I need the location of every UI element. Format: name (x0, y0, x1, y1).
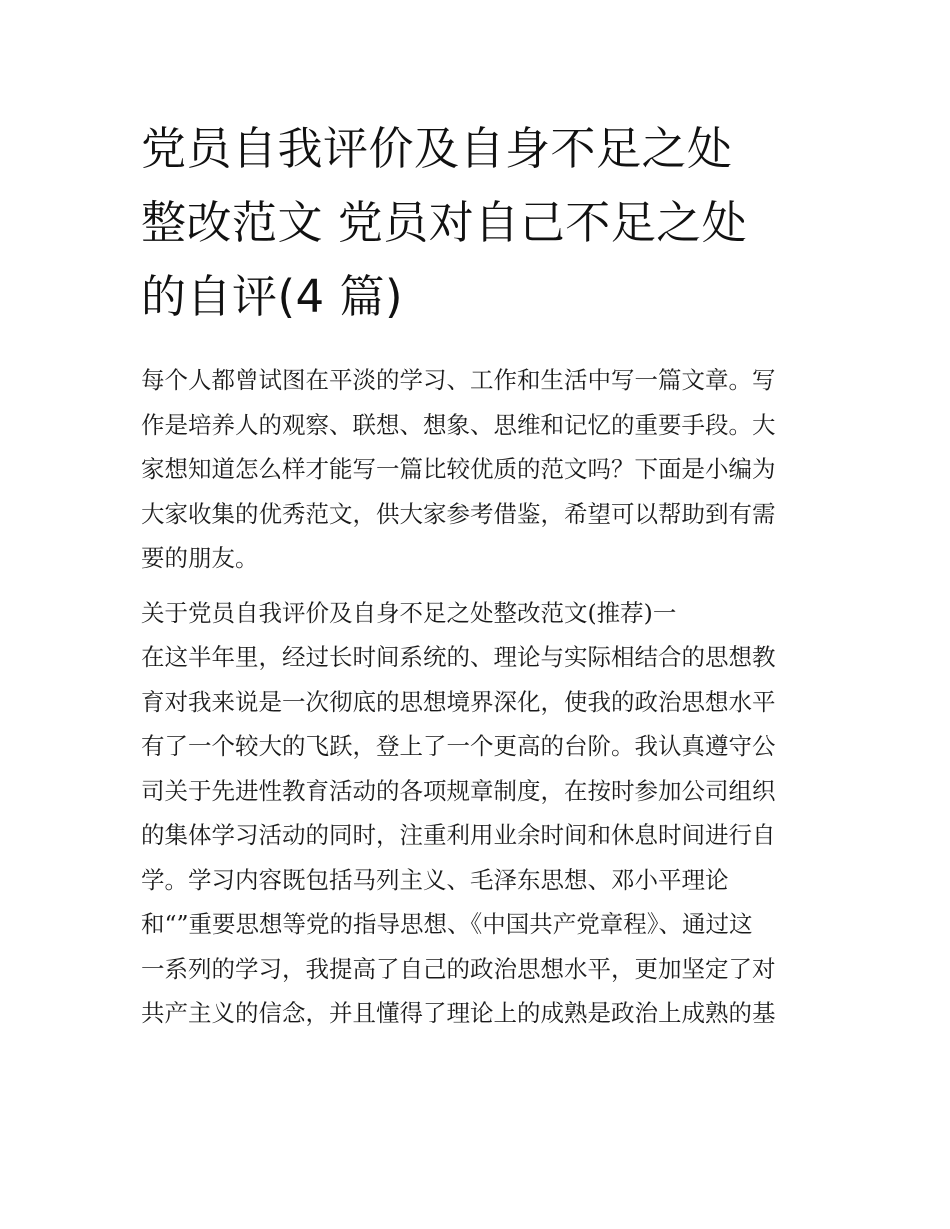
section-line: 有了一个较大的飞跃，登上了一个更高的台阶。我认真遵守公 (141, 732, 776, 760)
section-line: 和“”重要思想等党的指导思想、《中国共产党章程》、通过这 (141, 910, 753, 938)
intro-line: 大家收集的优秀范文，供大家参考借鉴，希望可以帮助到有需 (141, 499, 776, 528)
document-title (141, 112, 821, 334)
section-line: 育对我来说是一次彻底的思想境界深化，使我的政治思想水平 (141, 687, 776, 716)
title-line: 整改范文 党员对自己不足之处 (141, 196, 748, 249)
document-body (141, 358, 816, 1036)
title-line: 党员自我评价及自身不足之处 (141, 122, 733, 175)
section-line: 在这半年里，经过长时间系统的、理论与实际相结合的思想教 (141, 643, 776, 671)
section-line: 共产主义的信念，并且懂得了理论上的成熟是政治上成熟的基 (141, 999, 776, 1027)
intro-line: 家想知道怎么样才能写一篇比较优质的范文吗？下面是小编为 (141, 455, 776, 483)
intro-line: 作是培养人的观察、联想、想象、思维和记忆的重要手段。大 (141, 410, 776, 439)
section-line: 的集体学习活动的同时，注重利用业余时间和休息时间进行自 (141, 821, 776, 849)
section-heading: 关于党员自我评价及自身不足之处整改范文(推荐)一 (141, 598, 677, 627)
intro-paragraph (141, 358, 816, 581)
title-line: 的自评(4 篇) (141, 270, 404, 323)
section-line: 学。学习内容既包括马列主义、毛泽东思想、邓小平理论 (141, 865, 729, 894)
paragraph-spacer (141, 581, 816, 591)
section-line: 一系列的学习，我提高了自己的政治思想水平，更加坚定了对 (141, 954, 776, 983)
section-line: 司关于先进性教育活动的各项规章制度，在按时参加公司组织 (141, 776, 776, 805)
section-paragraph (141, 635, 816, 1036)
intro-line: 要的朋友。 (141, 544, 259, 572)
intro-line: 每个人都曾试图在平淡的学习、工作和生活中写一篇文章。写 (141, 366, 776, 394)
